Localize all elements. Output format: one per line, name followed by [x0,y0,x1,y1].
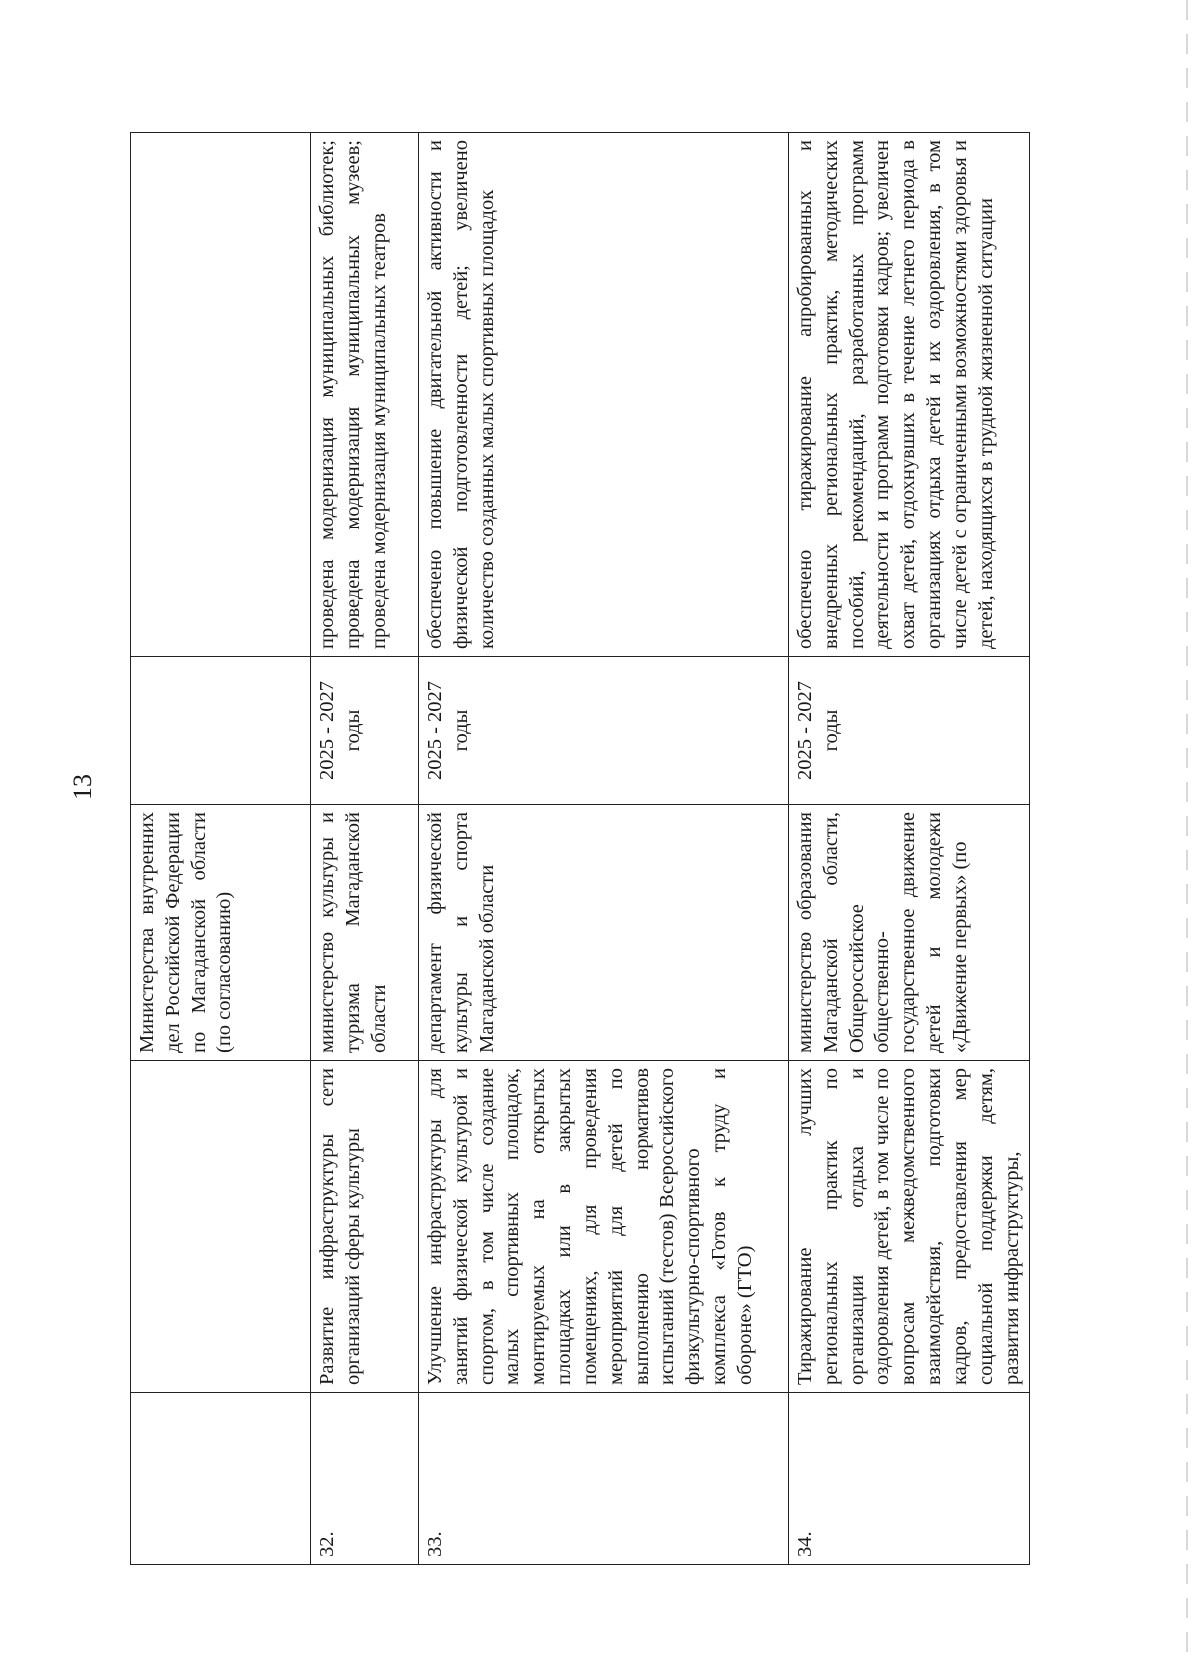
measure-name-cell: Тиражирование лучших региональных практик по организации отдыха и оздоровления детей, в том числе по вопросам межведомственного взаимодействия, подготовки кадров, предоставления мер социальной поддержки детям, развития инфраструктуры, [789,1061,1030,1393]
measure-name-cell: Улучшение инфраструктуры для занятий физической культурой и спортом, в том числе создание малых спортивных площадок, монтируемых на открытых площадках или в закрытых помещениях, для проведения мероприятий для детей по выполнению нормативов испытаний (тестов) Всероссийского физкультурно-спортивного комплекса «Готов к труду и обороне» (ГТО) [419,1061,789,1393]
term-cell: 2025 - 2027 годы [419,657,789,805]
responsible-cell: министерство культуры и туризма Магаданской области [311,805,419,1061]
responsible-cell: Министерства внутренних дел Российской Федерации по Магаданской области (по согласованию) [131,805,311,1061]
row-number-cell: 32. [311,1393,419,1565]
result-cell: обеспечено повышение двигательной активности и физической подготовленности детей; увеличено количество созданных малых спортивных площадок [419,133,789,657]
responsible-cell: министерство образования Магаданской области, Общероссийское общественно-государственное движение детей и молодежи «Движение первых» (по [789,805,1030,1061]
table-row [789,133,1030,1565]
row-number-cell [131,1393,311,1565]
row-number-cell: 34. [789,1393,1030,1565]
term-cell: 2025 - 2027 годы [311,657,419,805]
page-number: 13 [68,774,97,800]
result-cell: обеспечено тиражирование апробированных и внедренных региональных практик, методических пособий, рекомендаций, разработанных программ деятельности и программ подготовки кадров; увеличен охват детей, отдохнувших в течение летнего периода в организациях отдыха детей и их оздоровления, в том числе детей с ограниченными возможностями здоровья и детей, находящихся в трудной жизненной ситуации [789,133,1030,657]
table-row [131,133,311,1565]
scan-edge-line [1186,0,1188,1665]
row-number-cell: 33. [419,1393,789,1565]
table-row [419,133,789,1565]
result-cell [131,133,311,657]
responsible-cell: департамент физической культуры и спорта Магаданской области [419,805,789,1061]
term-cell [131,657,311,805]
measure-name-cell [131,1061,311,1393]
table-row [311,133,419,1565]
rotated-table-wrapper [130,133,1023,1565]
measure-name-cell: Развитие инфраструктуры сети организаций сферы культуры [311,1061,419,1393]
measures-table [130,132,1030,1565]
term-cell: 2025 - 2027 годы [789,657,1030,805]
result-cell: проведена модернизация муниципальных библиотек; проведена модернизация муниципальных музеев; проведена модернизация муниципальных театров [311,133,419,657]
